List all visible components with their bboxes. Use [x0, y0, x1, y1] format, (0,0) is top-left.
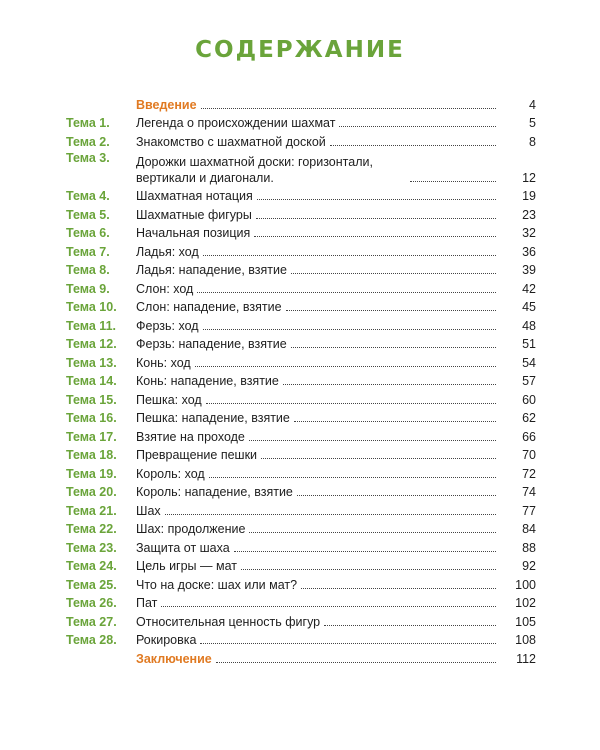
toc-entry-page: 62 [522, 411, 536, 425]
toc-entry-label: Тема 13. [66, 355, 117, 370]
toc-entry[interactable] [66, 426, 536, 445]
toc-entry-title: Шах: продолжение [136, 522, 246, 536]
toc-entry[interactable] [66, 278, 536, 297]
dot-leader [324, 625, 496, 626]
toc-entry-label: Тема 22. [66, 522, 117, 536]
toc-entry[interactable] [66, 334, 536, 353]
dot-leader [291, 273, 496, 274]
toc-entry-page: 42 [522, 281, 536, 296]
toc-entry[interactable] [66, 315, 536, 334]
toc-entry[interactable] [66, 556, 536, 575]
dot-leader [234, 551, 496, 552]
toc-entry-label: Тема 2. [66, 134, 110, 149]
toc-entry-page: 70 [522, 448, 536, 462]
toc-entry[interactable] [66, 408, 536, 427]
toc-entry-title: Защита от шаха [136, 540, 230, 555]
toc-entry-title: Конь: нападение, взятие [136, 374, 279, 388]
toc-entry-introduction[interactable] [66, 94, 536, 113]
toc-entry-label: Тема 7. [66, 244, 110, 259]
toc-entry-title: Король: ход [136, 466, 205, 481]
toc-entry-label: Тема 3. [66, 150, 110, 165]
toc-entry[interactable] [66, 371, 536, 390]
toc-entry-title: Ферзь: ход [136, 318, 199, 333]
dot-leader [165, 514, 496, 515]
toc-entry[interactable] [66, 593, 536, 612]
dot-leader [203, 329, 496, 330]
toc-entry-conclusion[interactable] [66, 648, 536, 667]
toc-entry-label: Тема 10. [66, 300, 117, 314]
toc-entry-label: Тема 26. [66, 596, 117, 610]
toc-entry-title: Превращение пешки [136, 448, 258, 462]
toc-entry-page: 92 [522, 559, 536, 573]
dot-leader [216, 662, 496, 663]
toc-entry-label: Тема 14. [66, 374, 117, 388]
toc-entry-page: 19 [522, 189, 536, 203]
toc-entry-page: 66 [522, 429, 536, 444]
table-of-contents [66, 94, 536, 667]
toc-entry-page: 32 [522, 226, 536, 240]
toc-entry-page: 12 [522, 170, 536, 185]
toc-entry-title: Шахматные фигуры [136, 207, 252, 222]
toc-entry-label: Тема 24. [66, 559, 117, 573]
toc-entry-label: Тема 6. [66, 226, 110, 240]
toc-entry-title: Ладья: ход [136, 244, 199, 259]
toc-entry-title: Ладья: нападение, взятие [136, 263, 287, 277]
toc-entry-page: 88 [522, 540, 536, 555]
toc-entry-title: Шах [136, 503, 161, 518]
dot-leader [257, 199, 496, 200]
toc-entry[interactable] [66, 131, 536, 150]
toc-entry-page: 100 [515, 577, 536, 592]
toc-entry-label: Тема 18. [66, 448, 117, 462]
toc-entry-page: 112 [516, 651, 536, 666]
toc-entry-label: Тема 15. [66, 392, 117, 407]
toc-entry[interactable] [66, 352, 536, 371]
toc-entry-label: Тема 19. [66, 466, 117, 481]
toc-entry[interactable] [66, 611, 536, 630]
toc-entry-title: Знакомство с шахматной доской [136, 134, 326, 149]
dot-leader [294, 421, 496, 422]
toc-entry-page: 23 [522, 207, 536, 222]
toc-entry-title: Введение [136, 97, 197, 112]
toc-entry[interactable] [66, 482, 536, 501]
dot-leader [261, 458, 496, 459]
toc-entry-label: Тема 23. [66, 540, 117, 555]
dot-leader [203, 255, 496, 256]
dot-leader [241, 569, 496, 570]
toc-entry[interactable] [66, 463, 536, 482]
toc-entry[interactable] [66, 389, 536, 408]
toc-entry-label: Тема 17. [66, 429, 117, 444]
toc-entry-page: 84 [522, 522, 536, 536]
toc-entry-title: Начальная позиция [136, 226, 251, 240]
dot-leader [301, 588, 496, 589]
toc-entry-page: 48 [522, 318, 536, 333]
toc-entry-page: 57 [522, 374, 536, 388]
toc-entry-title: Пешка: нападение, взятие [136, 411, 290, 425]
dot-leader [254, 236, 496, 237]
toc-entry-title: Шахматная нотация [136, 189, 253, 203]
toc-entry-page: 102 [515, 596, 536, 610]
toc-entry[interactable] [66, 204, 536, 223]
dot-leader [286, 310, 496, 311]
toc-entry-page: 54 [522, 355, 536, 370]
toc-entry[interactable] [66, 537, 536, 556]
dot-leader [249, 440, 496, 441]
toc-entry-page: 77 [522, 503, 536, 518]
toc-entry-label: Тема 5. [66, 207, 110, 222]
toc-entry[interactable] [66, 445, 536, 464]
toc-entry-page: 4 [529, 97, 536, 112]
toc-entry[interactable] [66, 519, 536, 538]
dot-leader [201, 108, 496, 109]
dot-leader [161, 606, 496, 607]
toc-entry-label: Тема 4. [66, 189, 110, 203]
toc-entry-page: 105 [515, 614, 536, 629]
toc-entry-title: Пат [136, 596, 158, 610]
toc-entry-title: Взятие на проходе [136, 429, 245, 444]
toc-entry[interactable] [66, 574, 536, 593]
toc-entry[interactable] [66, 630, 536, 649]
toc-entry-page: 72 [522, 466, 536, 481]
dot-leader [197, 292, 496, 293]
toc-entry[interactable] [66, 260, 536, 279]
toc-entry-title: Заключение [136, 651, 212, 666]
toc-entry-label: Тема 20. [66, 485, 117, 499]
toc-entry-label: Тема 21. [66, 503, 117, 518]
toc-entry-page: 36 [522, 244, 536, 259]
toc-entry[interactable] [66, 297, 536, 316]
toc-entry[interactable] [66, 500, 536, 519]
toc-entry-label: Тема 12. [66, 337, 117, 351]
dot-leader [297, 495, 496, 496]
toc-entry-page: 39 [522, 263, 536, 277]
toc-entry-page: 5 [529, 116, 536, 130]
toc-entry-title: Легенда о происхождении шахмат [136, 116, 336, 130]
toc-entry[interactable] [66, 113, 536, 132]
toc-entry-page: 108 [515, 633, 536, 647]
toc-entry-page: 51 [522, 337, 536, 351]
dot-leader [249, 532, 496, 533]
dot-leader [256, 218, 496, 219]
toc-entry-page: 45 [522, 300, 536, 314]
toc-entry-title: Пешка: ход [136, 392, 202, 407]
toc-entry-title: Конь: ход [136, 355, 191, 370]
toc-entry-page: 8 [529, 134, 536, 149]
toc-entry-label: Тема 16. [66, 411, 117, 425]
page-title: СОДЕРЖАНИЕ [195, 37, 405, 63]
dot-leader [291, 347, 496, 348]
dot-leader [330, 145, 496, 146]
toc-entry-label: Тема 1. [66, 116, 110, 130]
dot-leader [209, 477, 496, 478]
toc-entry-label: Тема 9. [66, 281, 110, 296]
dot-leader [195, 366, 496, 367]
dot-leader [283, 384, 496, 385]
toc-entry-title: Ферзь: нападение, взятие [136, 337, 287, 351]
toc-entry-label: Тема 28. [66, 633, 117, 647]
toc-entry-page: 74 [522, 485, 536, 499]
dot-leader [339, 126, 496, 127]
toc-entry-label: Тема 8. [66, 263, 110, 277]
toc-entry-title: Дорожки шахматной доски: горизонтали, вертикали и диагонали. [136, 154, 373, 185]
toc-entry[interactable] [66, 186, 536, 205]
toc-entry-title: Рокировка [136, 633, 197, 647]
toc-entry[interactable] [66, 223, 536, 242]
toc-entry-label: Тема 11. [66, 318, 116, 333]
toc-entry-title: Слон: нападение, взятие [136, 300, 282, 314]
toc-entry[interactable] [66, 150, 536, 186]
toc-entry-title: Слон: ход [136, 281, 194, 296]
dot-leader [200, 643, 496, 644]
toc-entry-label: Тема 25. [66, 577, 117, 592]
toc-entry[interactable] [66, 241, 536, 260]
toc-entry-page: 60 [522, 392, 536, 407]
toc-entry-label: Тема 27. [66, 614, 117, 629]
toc-entry-title: Цель игры — мат [136, 559, 237, 573]
toc-entry-title: Относительная ценность фигур [136, 614, 321, 629]
toc-entry-title: Король: нападение, взятие [136, 485, 293, 499]
dot-leader [410, 181, 496, 182]
dot-leader [206, 403, 496, 404]
toc-entry-title: Что на доске: шах или мат? [136, 577, 298, 592]
